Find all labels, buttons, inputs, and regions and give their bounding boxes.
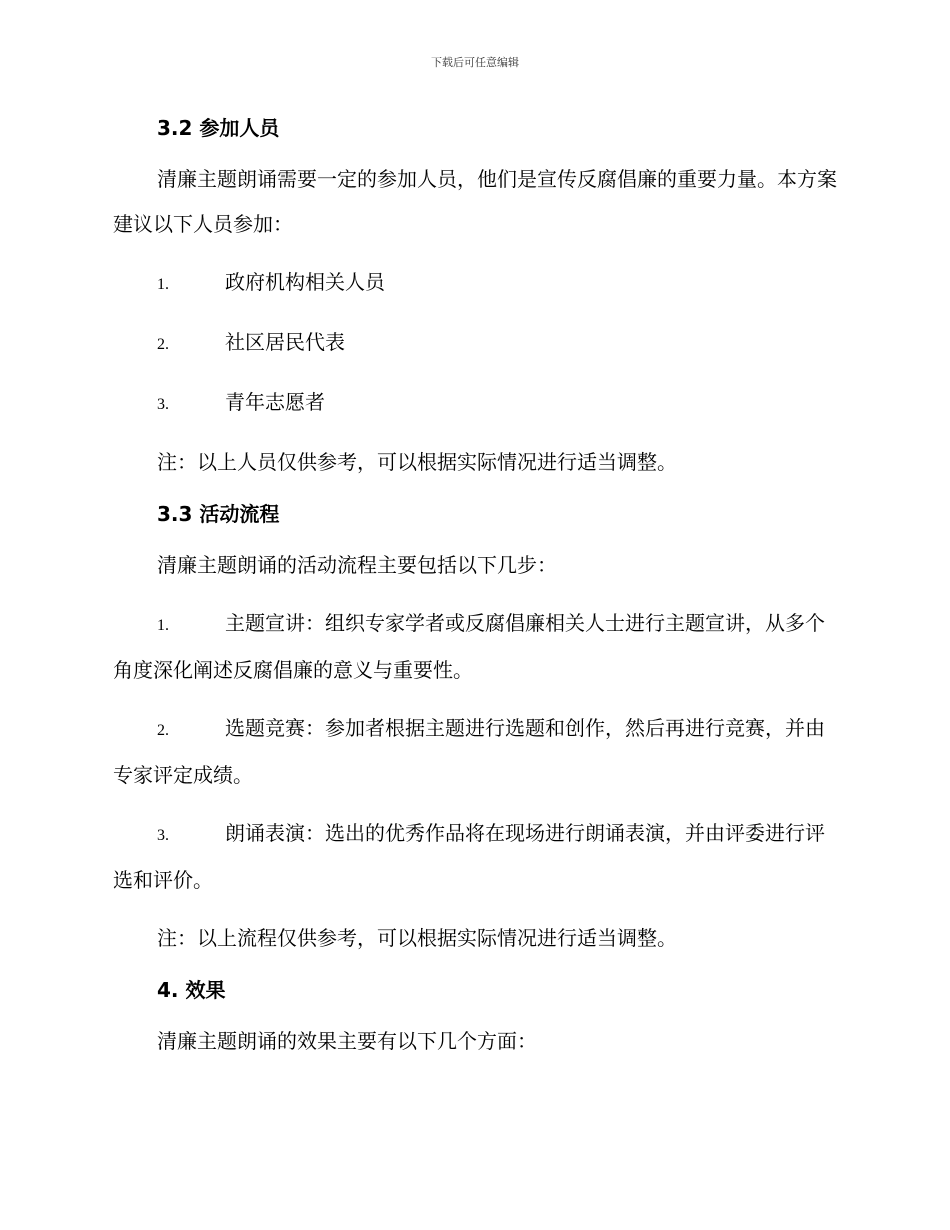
list-item-text: 朗诵表演：选出的优秀作品将在现场进行朗诵表演，并由评委进行评选和评价。 [113, 821, 825, 892]
document-body [113, 112, 838, 1064]
list-item-number: 3. [157, 827, 169, 844]
section-heading-3-2: 3.2 参加人员 [157, 116, 280, 140]
list-item [113, 706, 838, 798]
list-item-number: 1. [157, 276, 169, 293]
list-item-text: 政府机构相关人员 [225, 270, 385, 294]
list-item [113, 811, 838, 903]
section-heading-3-3: 3.3 活动流程 [157, 502, 280, 526]
list-item [113, 260, 838, 307]
section-3-2-note: 注：以上人员仅供参考，可以根据实际情况进行适当调整。 [157, 450, 677, 474]
list-item [113, 601, 838, 693]
list-item-text: 主题宣讲：组织专家学者或反腐倡廉相关人士进行主题宣讲，从多个角度深化阐述反腐倡廉的意义与重要性。 [113, 611, 825, 682]
list-item-number: 2. [157, 336, 169, 353]
list-item-number: 3. [157, 396, 169, 413]
section-heading-4: 4. 效果 [157, 978, 226, 1002]
list-item-text: 青年志愿者 [225, 390, 325, 414]
list-item [113, 380, 838, 427]
list-item-number: 1. [157, 617, 169, 634]
section-3-2-intro: 清廉主题朗诵需要一定的参加人员，他们是宣传反腐倡廉的重要力量。本方案建议以下人员参加： [113, 167, 837, 236]
section-3-3-note: 注：以上流程仅供参考，可以根据实际情况进行适当调整。 [157, 926, 677, 950]
list-item-text: 选题竞赛：参加者根据主题进行选题和创作，然后再进行竞赛，并由专家评定成绩。 [113, 716, 825, 787]
list-item [113, 320, 838, 367]
list-item-text: 社区居民代表 [225, 330, 345, 354]
section-3-3-intro: 清廉主题朗诵的活动流程主要包括以下几步： [157, 553, 557, 577]
list-item-number: 2. [157, 722, 169, 739]
section-4-intro: 清廉主题朗诵的效果主要有以下几个方面： [157, 1029, 537, 1053]
page-header: 下载后可任意编辑 [431, 56, 519, 69]
